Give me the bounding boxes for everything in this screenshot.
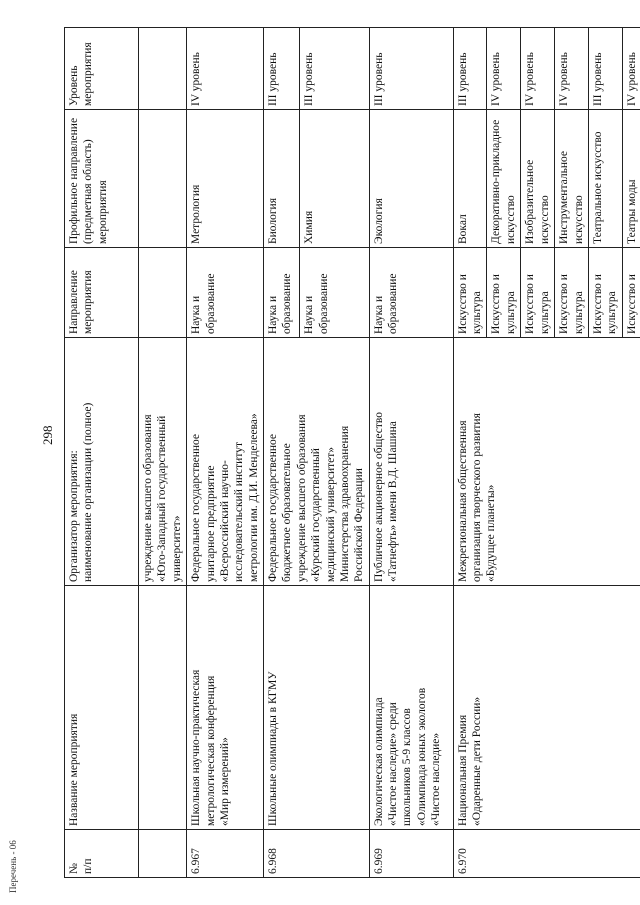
cell-direction bbox=[139, 248, 187, 338]
cell-level: III уровень bbox=[264, 28, 300, 110]
cell-direction: Наука и образование bbox=[300, 248, 369, 338]
cell-level: IV уровень bbox=[555, 28, 589, 110]
cell-org: учреждение высшего образования «Юго-Западный государственный университет» bbox=[139, 338, 187, 586]
table-row bbox=[264, 28, 300, 878]
cell-direction: Искусство и культура bbox=[555, 248, 589, 338]
events-table bbox=[64, 27, 640, 878]
cell-level: IV уровень bbox=[187, 28, 264, 110]
cell-org: Федеральное государственное унитарное предприятие «Всероссийский научно- исследовательский институт метрологии им. Д.И. Менделеева» bbox=[187, 338, 264, 586]
cell-level: III уровень bbox=[369, 28, 453, 110]
cell-org: Межрегиональная общественная организация творческого развития «Будущее планеты» bbox=[453, 338, 640, 586]
cell-profile: Театры моды bbox=[622, 110, 640, 248]
cell-level bbox=[139, 28, 187, 110]
cell-name: Школьные олимпиады в КГМУ bbox=[264, 586, 370, 830]
cell-org: Публичное акционерное общество «Татнефть» имени В.Д. Шашина bbox=[369, 338, 453, 586]
cell-num: 6.967 bbox=[187, 830, 264, 878]
cell-profile: Театральное искусство bbox=[588, 110, 622, 248]
cell-num bbox=[139, 830, 187, 878]
cell-num: 6.970 bbox=[453, 830, 640, 878]
rotated-table-container bbox=[64, 28, 638, 878]
cell-name bbox=[139, 586, 187, 830]
cell-level: IV уровень bbox=[487, 28, 521, 110]
cell-direction: Искусство и культура bbox=[588, 248, 622, 338]
cell-profile: Декоративно-прикладное искусство bbox=[487, 110, 521, 248]
cell-name: Национальная Премия «Одаренные дети России» bbox=[453, 586, 640, 830]
header-direction: Направление мероприятия bbox=[65, 248, 139, 338]
cell-profile: Биология bbox=[264, 110, 300, 248]
cell-profile: Инструментальное искусство bbox=[555, 110, 589, 248]
cell-level: IV уровень bbox=[521, 28, 555, 110]
table-row bbox=[369, 28, 453, 878]
cell-org: Федеральное государственное бюджетное образовательное учреждение высшего образования «Курский государственный медицинский университет» Министерства здравоохранения Российской Федерации bbox=[264, 338, 370, 586]
cell-direction: Искусство и культура bbox=[453, 248, 487, 338]
table-row bbox=[139, 28, 187, 878]
cell-profile bbox=[139, 110, 187, 248]
cell-num: 6.969 bbox=[369, 830, 453, 878]
cell-name: Школьная научно-практическая метрологическая конференция «Мир измерений» bbox=[187, 586, 264, 830]
cell-name: Экологическая олимпиада «Чистое наследие» среди школьников 5-9 классов «Олимпиада юных экологов «Чистое наследие» bbox=[369, 586, 453, 830]
table-row bbox=[187, 28, 264, 878]
cell-direction: Наука и образование bbox=[187, 248, 264, 338]
cell-level: III уровень bbox=[300, 28, 369, 110]
header-num: № п/п bbox=[65, 830, 139, 878]
cell-direction: Искусство и bbox=[622, 248, 640, 338]
header-org: Организатор мероприятия: наименование организации (полное) bbox=[65, 338, 139, 586]
page-number: 298 bbox=[40, 425, 55, 445]
cell-num: 6.968 bbox=[264, 830, 370, 878]
cell-profile: Вокал bbox=[453, 110, 487, 248]
table-row bbox=[453, 28, 487, 878]
cell-profile: Изобразительное искусство bbox=[521, 110, 555, 248]
cell-direction: Наука и образование bbox=[369, 248, 453, 338]
cell-direction: Искусство и культура bbox=[487, 248, 521, 338]
footer-note: Перечень - 06 bbox=[8, 840, 18, 893]
table-header-row bbox=[65, 28, 139, 878]
cell-profile: Химия bbox=[300, 110, 369, 248]
header-profile: Профильное направление (предметная область) мероприятия bbox=[65, 110, 139, 248]
cell-direction: Наука и образование bbox=[264, 248, 300, 338]
cell-direction: Искусство и культура bbox=[521, 248, 555, 338]
cell-profile: Экология bbox=[369, 110, 453, 248]
header-level: Уровень мероприятия bbox=[65, 28, 139, 110]
cell-level: IV уровень bbox=[622, 28, 640, 110]
cell-profile: Метрология bbox=[187, 110, 264, 248]
cell-level: III уровень bbox=[588, 28, 622, 110]
header-name: Название мероприятия bbox=[65, 586, 139, 830]
cell-level: III уровень bbox=[453, 28, 487, 110]
